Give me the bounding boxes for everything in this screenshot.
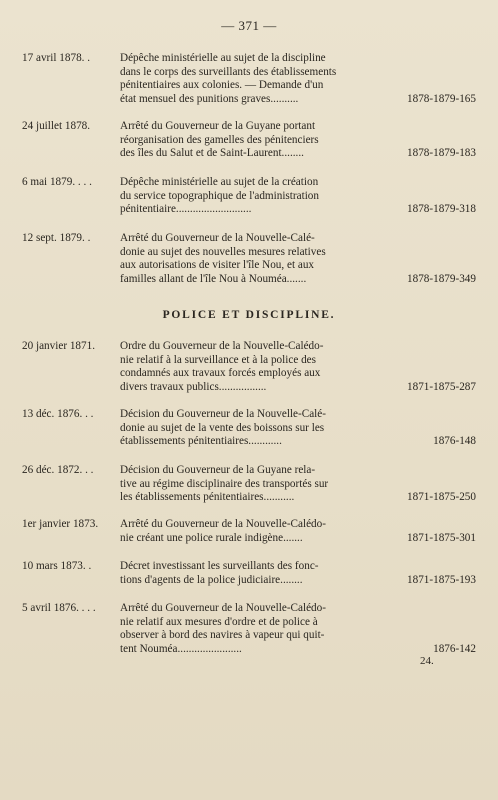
entry-line: du service topographique de l'administration — [120, 189, 319, 202]
entry-line: établissements pénitentiaires............ — [120, 435, 282, 448]
entry-line: tive au régime disciplinaire des transportés sur — [120, 477, 329, 490]
entry-text — [120, 602, 476, 656]
entry-line: Dépêche ministérielle au sujet de la discipline — [120, 52, 326, 64]
section-heading: POLICE ET DISCIPLINE. — [162, 309, 336, 321]
entry-line: nie relatif aux mesures d'ordre et de police à — [120, 615, 318, 628]
entry-date: 12 sept. 1879. . — [22, 232, 91, 244]
entry-reference: 1871-1875-287 — [407, 380, 476, 393]
entry-line: pénitentiaires aux colonies. — Demande d'un — [120, 79, 324, 92]
entry-reference: 1871-1875-301 — [407, 531, 476, 544]
entry-line: Arrêté du Gouverneur de la Nouvelle-Calédo- — [120, 518, 326, 530]
entry-line: Décret investissant les surveillants des fonc- — [120, 560, 319, 572]
entry-line: Arrêté du Gouverneur de la Nouvelle-Calédo- — [120, 602, 326, 614]
entry-reference: 1878-1879-183 — [407, 147, 476, 160]
entry-line: divers travaux publics................. — [120, 380, 267, 393]
entry-reference: 1876-148 — [433, 435, 476, 448]
entry-date: 5 avril 1876. . . . — [22, 602, 96, 614]
entry-line: familles allant de l'île Nou à Nouméa....... — [120, 272, 307, 285]
entry-date: 6 mai 1879. . . . — [22, 176, 92, 188]
entry-line: tent Nouméa....................... — [120, 642, 242, 655]
entry-date: 20 janvier 1871. — [22, 340, 96, 352]
entry-date: 17 avril 1878. . — [22, 52, 91, 64]
entry-reference: 1878-1879-349 — [407, 272, 476, 285]
entry-date: 1er janvier 1873. — [22, 518, 99, 530]
entry-line: observer à bord des navires à vapeur qui quit- — [120, 629, 325, 642]
entry-line: condamnés aux travaux forcés employés aux — [120, 367, 321, 380]
entry-line: réorganisation des gamelles des pénitenciers — [120, 133, 319, 146]
entry-line: dans le corps des surveillants des établissements — [120, 65, 337, 78]
entry-line: tions d'agents de la police judiciaire........ — [120, 573, 303, 586]
entry-line: Dépêche ministérielle au sujet de la création — [120, 176, 319, 188]
entry-line: donie au sujet de la vente des boissons sur les — [120, 421, 325, 434]
entry-line: nie créant une police rurale indigène....... — [120, 531, 303, 544]
entry-reference: 1871-1875-250 — [407, 491, 476, 504]
entry-line: nie relatif à la surveillance et à la police des — [120, 353, 316, 366]
signature-mark: 24. — [420, 655, 434, 667]
entry-line: donie au sujet des nouvelles mesures relatives — [120, 245, 326, 258]
entry-line: Arrêté du Gouverneur de la Nouvelle-Calé- — [120, 232, 315, 244]
entry-date: 24 juillet 1878. — [22, 120, 91, 132]
entry-text — [120, 408, 476, 449]
entry-line: les établissements pénitentiaires........... — [120, 491, 295, 504]
entry-line: Ordre du Gouverneur de la Nouvelle-Calédo- — [120, 340, 324, 352]
entry-line: Décision du Gouverneur de la Nouvelle-Calé- — [120, 408, 326, 420]
entry-line: aux autorisations de visiter l'île Nou, et aux — [120, 259, 315, 272]
entry-reference: 1878-1879-165 — [407, 92, 476, 105]
entry-date: 13 déc. 1876. . . — [22, 408, 94, 420]
entry-line: des îles du Salut et de Saint-Laurent........ — [120, 147, 304, 160]
entry-line: Arrêté du Gouverneur de la Guyane portant — [120, 120, 316, 132]
page-number: — 371 — — [221, 18, 277, 33]
entry-reference: 1871-1875-193 — [407, 573, 476, 586]
entry-line: Décision du Gouverneur de la Guyane rela- — [120, 464, 316, 476]
entry-date: 26 déc. 1872. . . — [22, 464, 94, 476]
entry-date: 10 mars 1873. . — [22, 560, 92, 572]
entry-reference: 1878-1879-318 — [407, 203, 476, 216]
entry-line: état mensuel des punitions graves.......... — [120, 92, 299, 105]
entry-line: pénitentiaire........................... — [120, 203, 252, 216]
entry-reference: 1876-142 — [433, 642, 476, 655]
